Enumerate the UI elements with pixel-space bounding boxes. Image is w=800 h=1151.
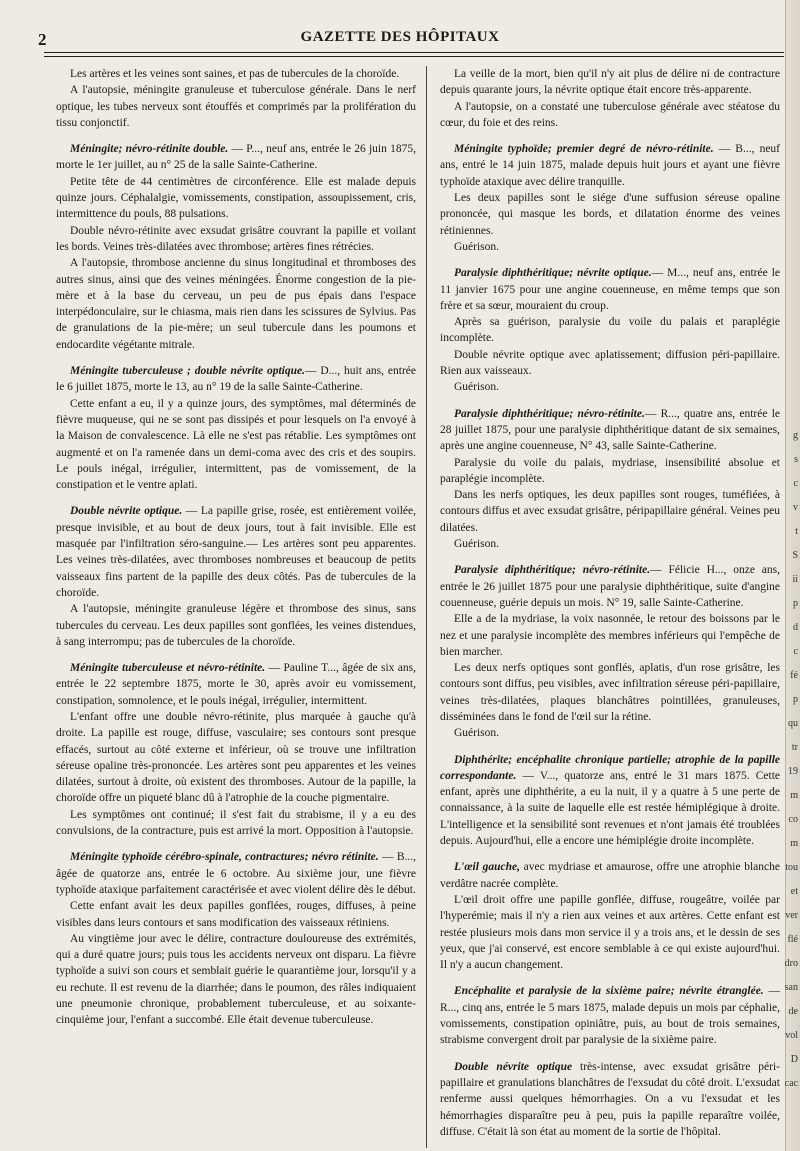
paragraph-text: Petite tête de 44 centimètres de circonférence. Elle est malade depuis quinze jours. Céphalalgie, vomissements, constipation, assoupissement, cris, intermittence du pouls, 88 pulsations.	[56, 175, 416, 221]
paragraph-text: — Pauline T..., âgée de six ans, entrée le 22 septembre 1875, morte le 30, après avoir eu vomissement, constipation, somnolence, et le pouls inégal, irrégulier, intermittent.	[56, 662, 416, 707]
margin-fragment: 19	[788, 766, 798, 777]
paragraph	[440, 239, 780, 255]
paragraph	[440, 265, 780, 314]
paragraph-text: Cette enfant avait les deux papilles gonflées, rouges, diffuses, à peine visibles dans leurs contours et sans modification des vaisseaux rétiniens.	[56, 900, 416, 929]
margin-fragment: vol	[785, 1030, 798, 1041]
margin-fragment: d	[793, 622, 798, 633]
paragraph-text: Guérison.	[454, 538, 500, 551]
paragraph-text: — V..., quatorze ans, entré le 31 mars 1875. Cette enfant, après une diphthérite, a eu la nuit, il y a quatre à 5 une perte de connaissance, à la suite de laquelle elle est restée hémiplégique à droite. L'intelligence et la sensibilité sont revenues et n'ont jamais été troublées depuis. Aujourd'hui, elle a encore une hémiplégie droite incomplète.	[440, 769, 780, 848]
column-divider	[426, 66, 427, 1148]
case-title: Double névrite optique.	[70, 505, 183, 518]
margin-fragment: et	[790, 886, 798, 897]
paragraph	[56, 141, 416, 174]
margin-fragment: p	[793, 694, 798, 705]
paragraph	[440, 983, 780, 1048]
paragraph	[56, 849, 416, 898]
paragraph-text: A l'autopsie, thrombose ancienne du sinus longitudinal et thromboses des autres sinus, ainsi que des veines méningées. Énorme congestion de la pie-mère et à la base du cerveau, un peu de pus épais dans l'espace interpédonculaire, sur le chiasma, mais rien dans les scissures de Sylvius. Pas de granulations de la pie-mère; un seul tubercule dans les poumons et endocardite végétante mitrale.	[56, 257, 416, 351]
page-number: 2	[38, 30, 47, 49]
paragraph	[440, 455, 780, 488]
margin-fragment: v	[793, 502, 798, 513]
case-title: Méningite typhoïde; premier degré de névro-rétinite.	[454, 143, 714, 156]
paragraph-text: — B..., neuf ans, entré le 14 juin 1875, malade depuis huit jours et ayant une fièvre typhoïde ataxique avec délire tranquille.	[440, 143, 780, 188]
paragraph-text: Les deux papilles sont le siége d'une suffusion séreuse opaline prononcée, qui masque les bords, et dilatation énorme des veines rétiniennes.	[440, 192, 780, 237]
paragraph-text: Les symptômes ont continué; il s'est fait du strabisme, il y a eu des convulsions, de la contracture, puis est arrivé la mort. Opposition à l'autopsie.	[56, 808, 416, 838]
margin-fragment: tou	[785, 862, 798, 873]
paragraph-text: A l'autopsie, on a constaté une tuberculose générale avec stéatose du cœur, du foie et des reins.	[440, 100, 780, 129]
paragraph	[56, 601, 416, 650]
paragraph-text: Double névrite optique avec aplatissement; diffusion péri-papillaire. Rien aux vaisseaux.	[440, 348, 780, 378]
paragraph-text: Guérison.	[454, 727, 500, 740]
paragraph-text: A l'autopsie, méningite granuleuse légère et thrombose des sinus, sans tubercules du cerveau. Les deux papilles sont gonflées, les veines distendues, à sang interrompu; pas de tubercules de la choroïde.	[56, 603, 416, 648]
page-edge-strip	[785, 0, 800, 1151]
paragraph	[440, 314, 780, 347]
paragraph	[56, 174, 416, 223]
paragraph-text: très-intense, avec exsudat grisâtre péri-papillaire et granulations blanchâtres de l'exsudat du côté droit. L'exsudat renferme aussi quelques hémorrhagies. On a vu l'exsudat et les hémorrhagies disparaître peu à peu, puis la papille reparaître voilée, diffuse. C'était là son état au moment de la sortie de l'hôpital.	[440, 1060, 780, 1138]
margin-fragment: san	[784, 982, 798, 993]
paragraph-text: — R..., quatre ans, entrée le 28 juillet 1875, pour une paralysie diphthéritique datant de six semaines, après une angine couenneuse, N° 43, salle Sainte-Catherine.	[440, 407, 780, 453]
paragraph	[440, 66, 780, 99]
left-column	[56, 66, 416, 1151]
paragraph	[56, 660, 416, 709]
margin-fragment: g	[793, 430, 798, 441]
case-title: L'œil gauche,	[454, 861, 520, 874]
paragraph-text: Guérison.	[454, 381, 500, 394]
paragraph-text: Dans les nerfs optiques, les deux papilles sont rouges, tuméfiées, à contours diffus et avec exsudat grisâtre, péripapillaire général. Veines peu dilatées.	[440, 489, 780, 534]
paragraph	[440, 562, 780, 611]
case-title: Diphthérite; encéphalite chronique partielle; atrophie de la papille correspondante.	[440, 753, 780, 782]
margin-fragment: de	[788, 1006, 798, 1017]
paragraph-text: Guérison.	[454, 240, 500, 253]
margin-fragment: m	[790, 838, 798, 849]
paragraph	[440, 141, 780, 190]
margin-fragment: cac	[784, 1078, 798, 1089]
paragraph-text: Elle a de la mydriase, la voix nasonnée, le retour des boissons par le nez et une paralysie incomplète des membres inférieurs qui l'empêche de bien marcher.	[440, 613, 780, 658]
paragraph-text: Au vingtième jour avec le délire, contracture douloureuse des extrémités, qui a duré quatre jours; puis tous les accidents nerveux ont disparu. La fièvre typhoïde a suivi son cours et semblait guérie le quarantième jour, lorsqu'il y a eu rechute. Il est revenu de la diarrhée; dans le poumon, des râles indiquaient une pneumonie chronique, probablement tuberculeuse, et au soixante-cinquième jour, l'enfant a succombé. Elle était devenue tuberculeuse.	[56, 932, 416, 1027]
margin-fragment: D	[790, 1054, 798, 1065]
margin-fragment: fé	[790, 670, 798, 681]
header-rule-thin	[44, 56, 784, 57]
paragraph	[440, 725, 780, 741]
margin-fragment: dro	[784, 958, 798, 969]
paragraph	[440, 611, 780, 660]
paragraph	[440, 379, 780, 395]
case-title: Méningite; névro-rétinite double.	[70, 143, 229, 156]
paragraph	[440, 536, 780, 552]
margin-fragment: c	[793, 646, 798, 657]
paragraph	[56, 82, 416, 131]
paragraph	[440, 406, 780, 455]
paragraph-text: — La papille grise, rosée, est entièrement voilée, presque invisible, et au bout de deux jours, tout à fait invisible. Elle est masquée par l'infiltration séro-sanguine.— Les artères sont peu apparentes. Les veines très-dilatées, avec thromboses nombreuses et beaucoup de petits vaisseaux fins partent de la papille des deux côtés. Pas de tubercules de la choroïde.	[56, 505, 416, 599]
paragraph	[440, 99, 780, 132]
case-title: Encéphalite et paralysie de la sixième paire; névrite étranglée.	[454, 985, 764, 998]
paragraph-text: — D..., huit ans, entrée le 6 juillet 1875, morte le 13, au n° 19 de la salle Sainte-Catherine.	[56, 365, 416, 394]
case-title: Méningite tuberculeuse ; double névrite optique.	[70, 365, 305, 378]
paragraph-text: A l'autopsie, méningite granuleuse et tuberculose générale. Dans le nerf optique, les tubes nerveux sont étouffés et comprimés par la prolifération du tissu conjonctif.	[56, 84, 416, 129]
paragraph	[56, 807, 416, 840]
paragraph-text: — Félicie H..., onze ans, entrée le 26 juillet 1875 pour une paralysie diphthéritique, suite d'angine couenneuse, guérie depuis un mois. N° 19, salle Sainte-Catherine.	[440, 564, 780, 609]
paragraph	[56, 709, 416, 807]
paragraph-text: Paralysie du voile du palais, mydriase, insensibilité absolue et paraplégie incomplète.	[440, 456, 780, 485]
paragraph	[56, 223, 416, 256]
paragraph-text: Double névro-rétinite avec exsudat grisâtre couvrant la papille et voilant les bords. Veines très-dilatées avec thrombose; artères fines rétrécies.	[56, 224, 416, 253]
margin-fragment: ver	[785, 910, 798, 921]
paragraph	[56, 396, 416, 494]
margin-fragment: t	[795, 526, 798, 537]
case-title: Paralysie diphthéritique; névro-rétinite.	[454, 564, 651, 577]
paragraph-text: Cette enfant a eu, il y a quinze jours, des symptômes, mal déterminés de fièvre muqueuse, qui ne se sont pas dissipés et pour lesquels on l'a envoyé à la Maison de convalescence. Là elle ne s'est pas rétablie. Les symptômes ont augmenté et on l'a ramenée dans un demi-coma avec des cris et des soupirs. Le pouls inégal, irrégulier, intermittent, pas de vomissement, de la constipation et le ventre aplati.	[56, 397, 416, 492]
margin-fragment: ii	[792, 574, 798, 585]
paragraph	[56, 503, 416, 601]
paragraph-text: — M..., neuf ans, entrée le 11 janvier 1675 pour une angine couenneuse, en même temps que son frère et sa sœur, mouraient du croup.	[440, 267, 780, 312]
margin-fragment: S	[792, 550, 798, 561]
paragraph	[440, 347, 780, 380]
paragraph-text: Les deux nerfs optiques sont gonflés, aplatis, d'un rose grisâtre, les contours sont diffus, peu visibles, avec infiltration séreuse péri-papillaire, veines très-dilatées, plaques blanchâtres pointillées, granuleuses, disséminées dans le fond de l'œil sur la rétine.	[440, 662, 780, 723]
margin-fragment: flé	[787, 934, 798, 945]
paragraph-text: La veille de la mort, bien qu'il n'y ait plus de délire ni de contracture depuis quarante jours, la névrite optique était encore très-apparente.	[440, 68, 780, 97]
paragraph	[440, 487, 780, 536]
case-title: Paralysie diphthéritique; névrite optique.	[454, 267, 652, 280]
paragraph-text: — B..., âgée de quatorze ans, entrée le 6 octobre. Au sixième jour, une fièvre typhoïde ataxique parfaitement caractérisée et avec violent délire dès le début.	[56, 851, 416, 896]
margin-fragment: m	[790, 790, 798, 801]
paragraph-text: — R..., cinq ans, entrée le 5 mars 1875, malade depuis un mois par céphalie, vomissements, constipation opiniâtre, puis, au bout de trois semaines, strabisme convergent droit par paralysie de la sixième paire.	[440, 985, 780, 1047]
paragraph	[56, 931, 416, 1029]
margin-fragment: s	[794, 454, 798, 465]
paragraph	[56, 898, 416, 931]
paragraph	[440, 660, 780, 725]
paragraph-text: — P..., neuf ans, entrée le 26 juin 1875, morte le 1er juillet, au n° 25 de la salle Sainte-Catherine.	[56, 143, 416, 172]
paragraph	[56, 66, 416, 82]
header-rule	[44, 52, 784, 53]
right-column	[440, 66, 780, 1151]
margin-fragment: p	[793, 598, 798, 609]
paragraph	[56, 255, 416, 353]
margin-fragment: co	[788, 814, 798, 825]
paragraph-text: Les artères et les veines sont saines, et pas de tubercules de la choroïde.	[70, 68, 400, 80]
margin-fragment: tr	[791, 742, 798, 753]
case-title: Méningite typhoïde cérébro-spinale, contractures; névro rétinite.	[70, 851, 379, 864]
margin-fragment: qu	[788, 718, 798, 729]
paragraph	[440, 892, 780, 973]
paragraph	[440, 1059, 780, 1140]
page-header-title: GAZETTE DES HÔPITAUX	[300, 29, 500, 45]
paragraph	[56, 363, 416, 396]
paragraph-text: Après sa guérison, paralysie du voile du palais et paraplégie incomplète.	[440, 316, 780, 345]
paragraph	[440, 190, 780, 239]
paragraph-text: L'œil droit offre une papille gonflée, diffuse, rougeâtre, voilée par l'hyperémie; mais il n'y a rien aux veines et aux artères. Cette enfant est restée plusieurs mois dans mon service il y a trois ans, et le dessin de ses yeux, que j'ai conservé, est encore semblable à ce qui existe aujourd'hui. Il n'y a aucun changement.	[440, 893, 780, 972]
margin-fragment: c	[793, 478, 798, 489]
case-title: Méningite tuberculeuse et névro-rétinite.	[70, 662, 266, 675]
case-title: Double névrite optique	[454, 1060, 573, 1073]
paragraph	[440, 752, 780, 850]
case-title: Paralysie diphthéritique; névro-rétinite.	[454, 407, 645, 420]
paragraph	[440, 859, 780, 892]
paragraph-text: L'enfant offre une double névro-rétinite, plus marquée à gauche qu'à droite. La papille est rouge, diffuse, vasculaire; ses contours sont presque effacés, surtout au côté externe et inférieur, où se trouve une infiltration séreuse opaline très-prononcée. Les artères sont peu apparentes et les veines dilatées, surtout à droite, où existent des thromboses. Autour de la papille, la choroïde offre un piqueté blanc dû à l'atrophie de la couche pigmentaire.	[56, 710, 416, 805]
paragraph-text: avec mydriase et amaurose, offre une atrophie blanche verdâtre nacrée complète.	[440, 861, 780, 890]
